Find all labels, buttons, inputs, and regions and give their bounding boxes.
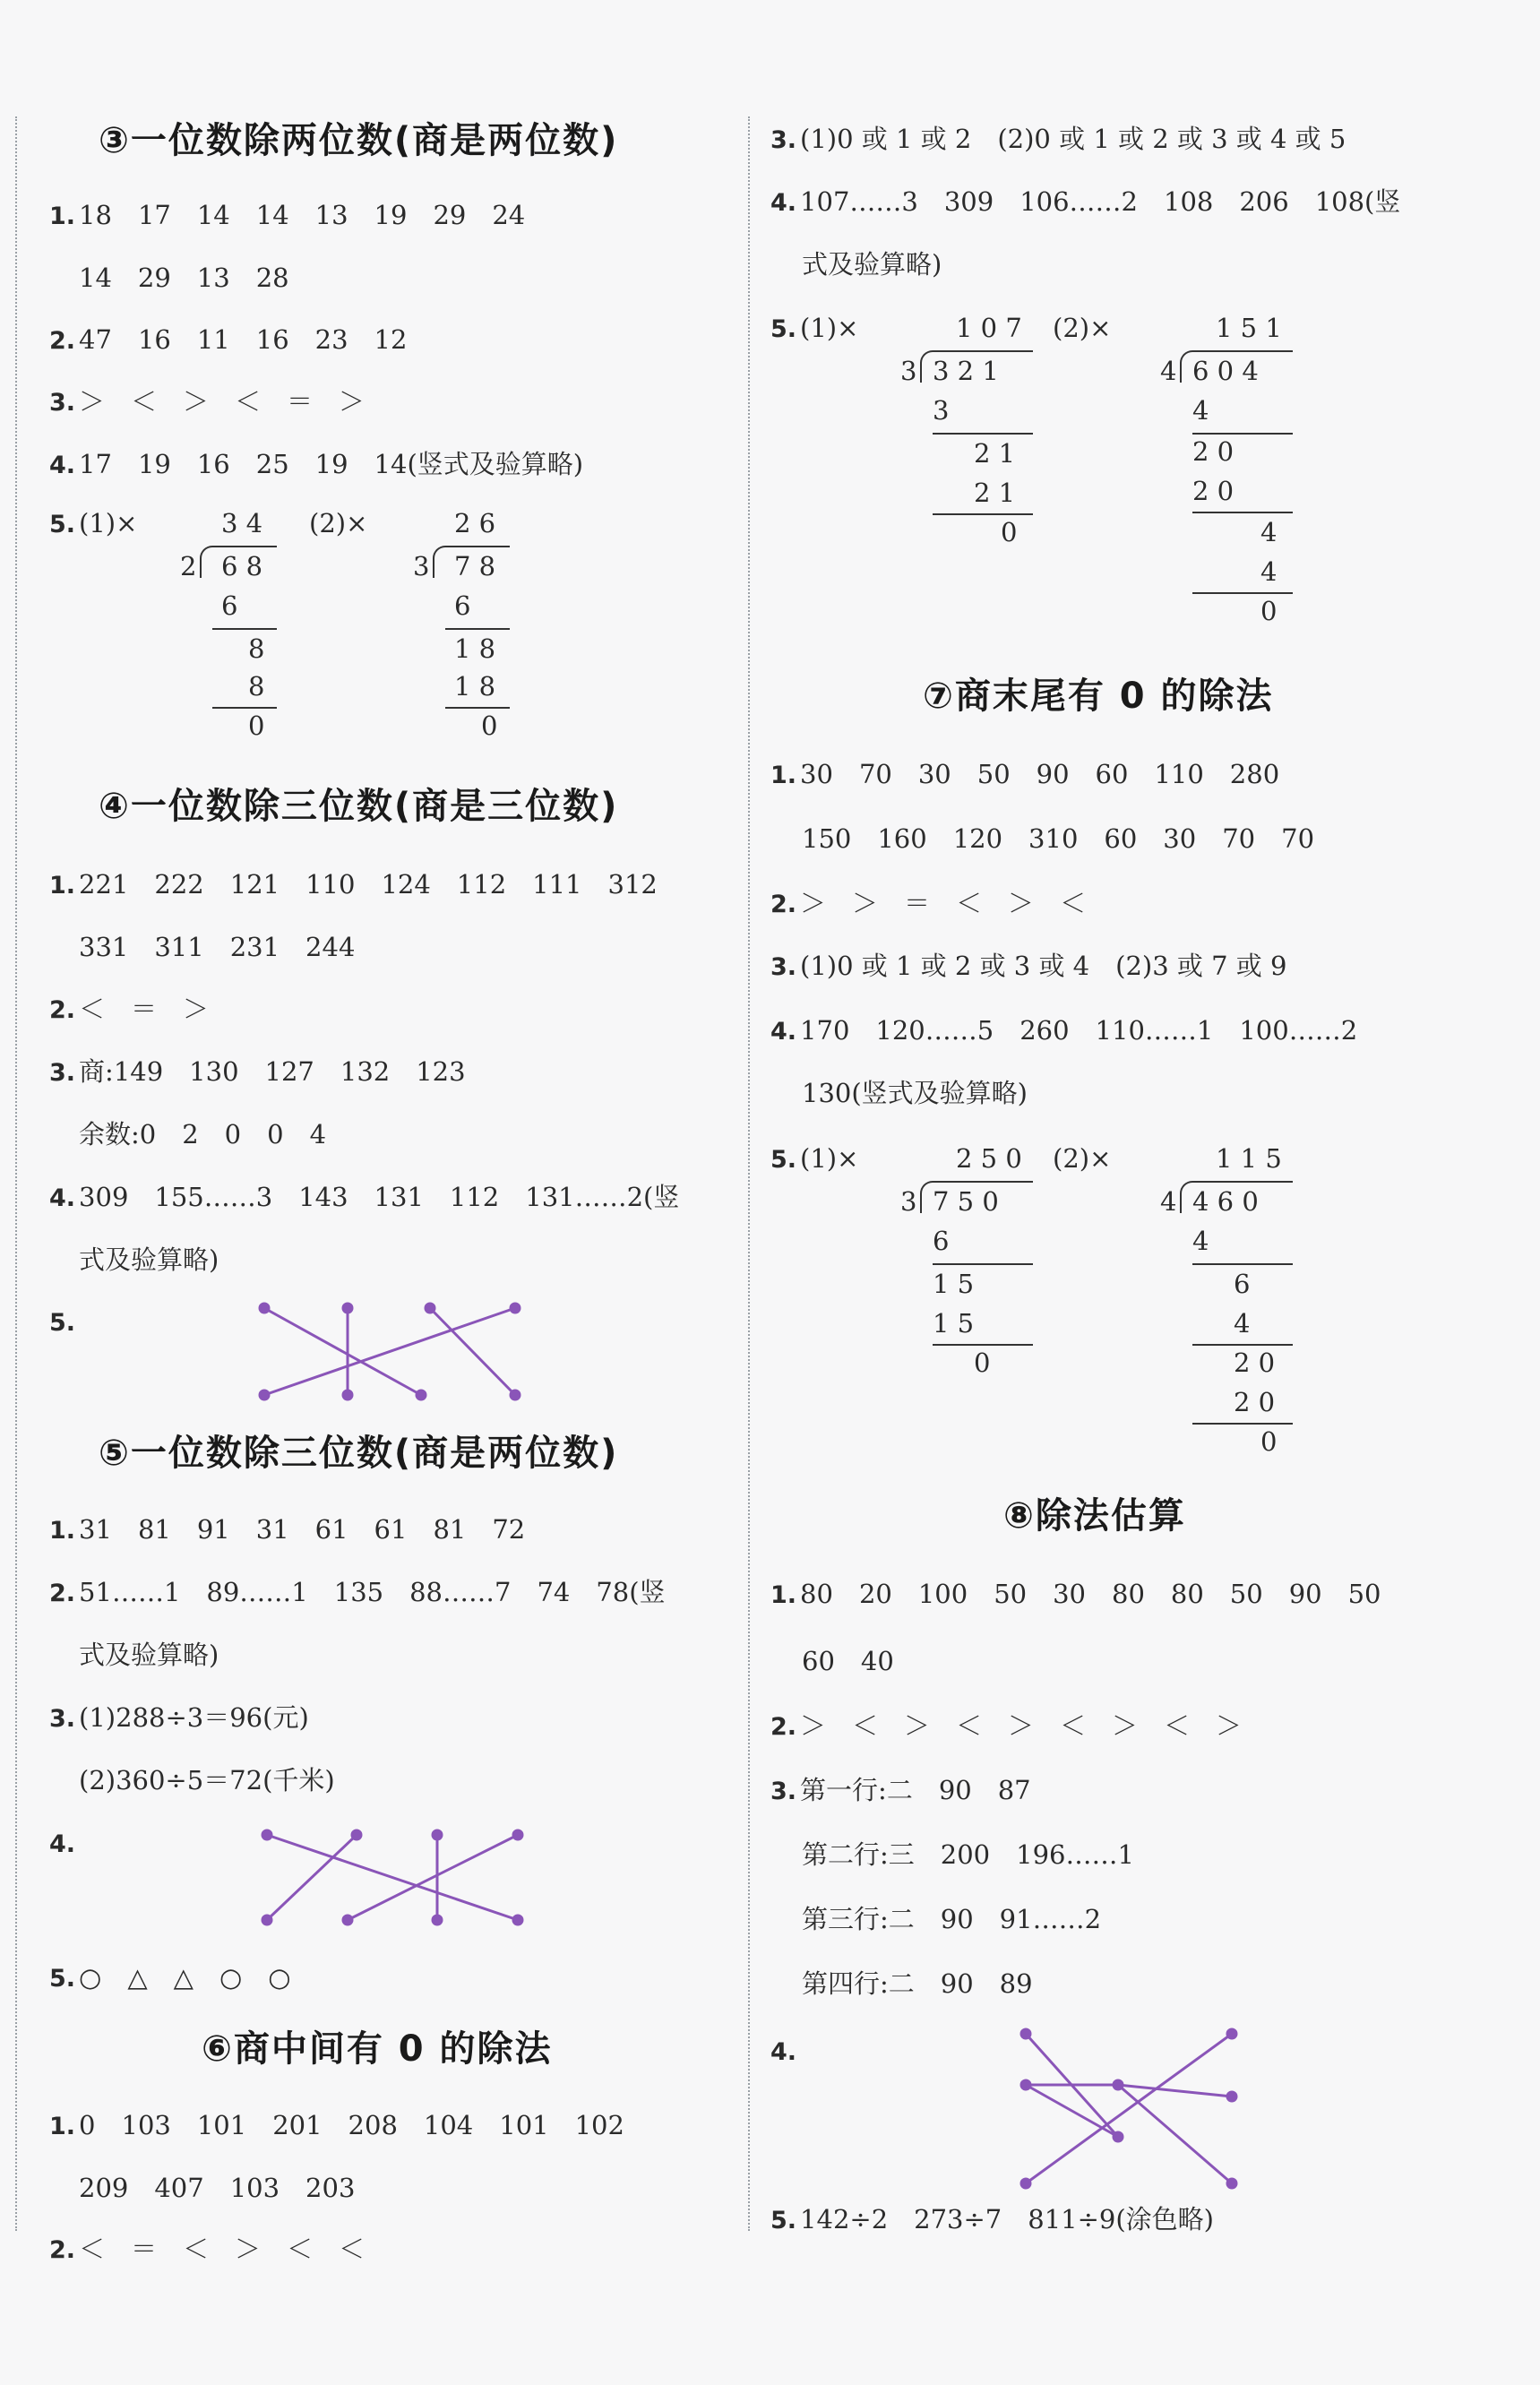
answer-text: 107……3 309 106……2 108 206 108(竖 [800,186,1401,217]
section-7-title: ⑦商末尾有 0 的除法 [923,676,1274,717]
s8-q3-row3: 第三行:二 90 91……2 [802,1904,1102,1934]
match-dot [1114,2080,1123,2089]
s4-matching-lines [260,1304,529,1402]
q-number: 3. [770,1778,797,1805]
q-number: 3. [770,126,797,154]
s5-matching-lines [262,1830,531,1929]
match-dot [433,1916,442,1924]
remainder: 0 [481,710,498,741]
q-number: 5. [49,511,76,538]
match-line [264,1308,515,1395]
answer-text: ＞ ＜ ＞ ＜ ＝ ＞ [79,386,366,417]
match-line [430,1308,515,1395]
q-number: 2. [49,1580,76,1607]
step: 8 [248,633,265,664]
step: 6 [1234,1269,1251,1299]
match-dot [511,1304,520,1313]
answer-text: (1)0 或 1 或 2 (2)0 或 1 或 2 或 3 或 4 或 5 [800,124,1346,154]
s8-q2 [770,1706,1242,1743]
q-number: 4. [49,1830,76,1858]
remainder: 0 [1001,517,1018,547]
divisor: 2 [180,551,197,581]
division-bar [1192,350,1293,352]
match-dot [262,1830,271,1839]
answer-text: (1)× [800,313,859,343]
step: 2 1 [974,478,1016,508]
s7-q1 [770,754,1279,791]
s6-q4 [770,182,1400,219]
answer-text: ＜ ＝ ＞ [79,994,210,1024]
s8-q1-cont: 60 40 [802,1646,894,1676]
match-line [267,1835,357,1920]
q-number: 1. [770,1581,797,1609]
s4-q3 [49,1052,466,1089]
s4-q5 [49,1306,79,1337]
s3-q1 [49,195,525,232]
step-bar [933,1263,1033,1265]
division-bar [445,546,510,547]
s4-q4-cont: 式及验算略) [79,1244,219,1275]
answer-text: (1)× [800,1143,859,1174]
q-number: 1. [770,762,797,789]
match-dot [262,1916,271,1924]
q-number: 5. [770,2207,797,2234]
match-dot [1114,2132,1123,2141]
q-number: 4. [770,189,797,217]
step: 4 [1260,556,1278,587]
answer-text: 221 222 121 110 124 112 111 312 [79,869,658,900]
answer-text: 17 19 16 25 19 14(竖式及验算略) [79,449,584,479]
answer-text: (1)× [79,508,138,538]
match-dot [511,1391,520,1399]
quotient: 1 5 1 [1216,313,1282,343]
s8-q1 [770,1574,1381,1611]
match-line [348,1835,518,1920]
dividend: 6 8 [221,551,263,581]
answer-text: ＞ ＞ ＝ ＜ ＞ ＜ [800,888,1087,918]
s3-q3 [49,382,365,418]
s5-q3 [49,1698,309,1735]
q-number: 3. [770,953,797,981]
s6-q1-cont: 209 407 103 203 [79,2173,356,2203]
divisor: 4 [1160,1186,1177,1217]
s4-q2 [49,989,209,1026]
step: 4 [1234,1308,1251,1339]
s8-q5 [770,2200,1214,2236]
match-dot [260,1391,269,1399]
step: 3 [933,395,950,426]
s3-q5 [49,508,137,538]
answer-text: 47 16 11 16 23 12 [79,324,408,355]
s4-q1-cont: 331 311 231 244 [79,932,356,962]
s4-q3-cont: 余数:0 2 0 0 4 [79,1119,327,1149]
step-bar [445,707,510,709]
s6-q2 [49,2229,365,2266]
q-number: 3. [49,1705,76,1733]
s7-q5 [770,1143,858,1174]
s5-q2-cont: 式及验算略) [79,1640,219,1670]
step-bar [1192,1263,1293,1265]
match-line [264,1308,421,1395]
match-line [1026,2085,1118,2137]
s8-q3-row2: 第二行:三 200 196……1 [802,1839,1134,1870]
step-bar [1192,592,1293,594]
divisor: 4 [1160,356,1177,386]
answer-text: 170 120……5 260 110……1 100……2 [800,1015,1358,1046]
s7-q4-cont: 130(竖式及验算略) [802,1078,1028,1108]
division-bar [212,546,277,547]
answer-text: 18 17 14 14 13 19 29 24 [79,200,526,230]
q-number: 5. [49,1309,76,1337]
s5-q4 [49,1828,79,1858]
match-line [1118,2085,1232,2183]
divisor: 3 [900,356,917,386]
division-bar [933,350,1033,352]
q-number: 5. [770,1146,797,1174]
step: 2 0 [1234,1347,1276,1378]
division-bracket [200,546,216,578]
quotient: 2 5 0 [956,1143,1022,1174]
answer-text: ＜ ＝ ＜ ＞ ＜ ＜ [79,2234,366,2264]
step: 4 [1192,1226,1209,1256]
match-dot [426,1304,434,1313]
s7-long-division-1 [900,1143,1080,1394]
answer-text: 第一行:二 90 87 [800,1775,1031,1805]
answer-text: 142÷2 273÷7 811÷9(涂色略) [800,2204,1214,2234]
s8-q3-row4: 第四行:二 90 89 [802,1968,1033,1999]
s5-q3-cont: (2)360÷5＝72(千米) [79,1765,335,1795]
step: 1 8 [454,671,496,702]
s8-q4 [770,2036,800,2066]
q-number: 2. [770,1713,797,1741]
match-dot [417,1391,426,1399]
q-number: 4. [770,1018,797,1046]
match-dot [513,1916,522,1924]
match-dot [343,1391,352,1399]
s8-q3 [770,1770,1031,1807]
q-number: 1. [49,872,76,900]
match-dot [513,1830,522,1839]
match-dot [1227,2092,1236,2101]
match-dot [1021,2029,1030,2038]
step: 2 0 [1192,476,1235,506]
q-number: 2. [49,996,76,1024]
match-dot [1021,2179,1030,2188]
s6-q3 [770,119,1346,156]
q-number: 5. [770,315,797,343]
s7-q5-part2: (2)× [1053,1143,1112,1174]
answer-text: 0 103 101 201 208 104 101 102 [79,2110,624,2140]
s3-q4 [49,444,583,481]
step-bar [933,433,1033,435]
remainder: 0 [1260,596,1278,626]
s8-matching-lines [1021,2029,1245,2191]
answer-text: 31 81 91 31 61 61 81 72 [79,1514,526,1545]
dividend: 3 2 1 [933,356,999,386]
answer-text: ○ △ △ ○ ○ [79,1962,291,1993]
step-bar [933,513,1033,515]
match-line [267,1835,518,1920]
section-4-title: ④一位数除三位数(商是三位数) [99,786,619,827]
step: 8 [248,671,265,702]
section-5-title: ⑤一位数除三位数(商是两位数) [99,1433,619,1474]
q-number: 1. [49,202,76,230]
step: 4 [1260,517,1278,547]
s4-q1 [49,865,658,901]
s6-q5 [770,313,858,343]
s4-q4 [49,1177,679,1214]
dividend: 4 6 0 [1192,1186,1259,1217]
divisor: 3 [413,551,430,581]
s7-long-division-2 [1160,1143,1339,1484]
step: 2 0 [1234,1387,1276,1417]
match-dot [1227,2179,1236,2188]
answer-text: 30 70 30 50 90 60 110 280 [800,759,1280,789]
answer-text: 商:149 130 127 132 123 [79,1056,466,1087]
q-number: 2. [49,327,76,355]
s6-q1 [49,2105,624,2142]
step: 4 [1192,395,1209,426]
answer-text: (1)0 或 1 或 2 或 3 或 4 (2)3 或 7 或 9 [800,951,1287,981]
q-number: 4. [770,2038,797,2066]
q-number: 2. [49,2236,76,2264]
s7-q3 [770,946,1286,983]
middle-dotted-rule [748,116,750,2231]
step-bar [1192,512,1293,513]
answer-text: 51……1 89……1 135 88……7 74 78(竖 [79,1577,666,1607]
answer-text: ＞ ＜ ＞ ＜ ＞ ＜ ＞ ＜ ＞ [800,1710,1243,1741]
s6-q4-cont: 式及验算略) [802,249,942,280]
quotient: 1 1 5 [1216,1143,1282,1174]
division-bracket [433,546,449,578]
q-number: 3. [49,389,76,417]
step: 1 5 [933,1269,975,1299]
step-bar [1192,1344,1293,1346]
match-dot [343,1916,352,1924]
step: 2 0 [1192,436,1235,467]
remainder: 0 [1260,1426,1278,1457]
step-bar [212,628,277,630]
answer-text: 309 155……3 143 131 112 131……2(竖 [79,1182,680,1212]
match-dot [352,1830,361,1839]
remainder: 0 [974,1347,991,1378]
section-6-title: ⑥商中间有 0 的除法 [202,2028,553,2070]
q-number: 1. [49,2113,76,2140]
s3-long-division-1 [175,508,318,741]
step: 6 [454,590,471,621]
division-bar [1192,1181,1293,1183]
quotient: 1 0 7 [956,313,1022,343]
s7-q2 [770,883,1086,920]
s7-q1-cont: 150 160 120 310 60 30 70 70 [802,823,1315,854]
step: 6 [933,1226,950,1256]
q-number: 1. [49,1517,76,1545]
step-bar [1192,433,1293,435]
remainder: 0 [248,710,265,741]
step: 6 [221,590,238,621]
s3-long-division-2 [408,508,551,741]
step-bar [212,707,277,709]
s6-long-division-2 [1160,313,1339,635]
division-bar [933,1181,1033,1183]
step: 1 8 [454,633,496,664]
match-dot [433,1830,442,1839]
quotient: 2 6 [454,508,496,538]
q-number: 5. [49,1965,76,1993]
answer-text: (1)288÷3＝96(元) [79,1702,309,1733]
match-line [1118,2085,1232,2097]
dividend: 6 0 4 [1192,356,1259,386]
s3-q5-part2: (2)× [309,508,368,538]
divisor: 3 [900,1186,917,1217]
s6-long-division-1 [900,313,1080,635]
step-bar [933,1344,1033,1346]
match-dot [260,1304,269,1313]
q-number: 4. [49,452,76,479]
s5-q2 [49,1572,666,1609]
q-number: 2. [770,891,797,918]
s3-q2 [49,320,407,357]
q-number: 3. [49,1059,76,1087]
q-number: 4. [49,1184,76,1212]
s7-q4 [770,1011,1357,1047]
s3-q1-cont: 14 29 13 28 [79,263,289,293]
section-8-title: ⑧除法估算 [1003,1495,1186,1537]
s6-q5-part2: (2)× [1053,313,1112,343]
answer-text: 80 20 100 50 30 80 80 50 90 50 [800,1579,1381,1609]
match-line [1026,2034,1232,2183]
match-dot [1227,2029,1236,2038]
step: 1 5 [933,1308,975,1339]
dividend: 7 5 0 [933,1186,999,1217]
dividend: 7 8 [454,551,496,581]
match-dot [343,1304,352,1313]
step-bar [1192,1423,1293,1425]
left-dotted-rule [15,116,17,2231]
section-3-title: ③一位数除两位数(商是两位数) [99,120,619,161]
s5-q5 [49,1958,291,1994]
s5-q1 [49,1510,525,1546]
quotient: 3 4 [221,508,263,538]
match-dot [1021,2080,1030,2089]
step-bar [445,628,510,630]
step: 2 1 [974,438,1016,469]
